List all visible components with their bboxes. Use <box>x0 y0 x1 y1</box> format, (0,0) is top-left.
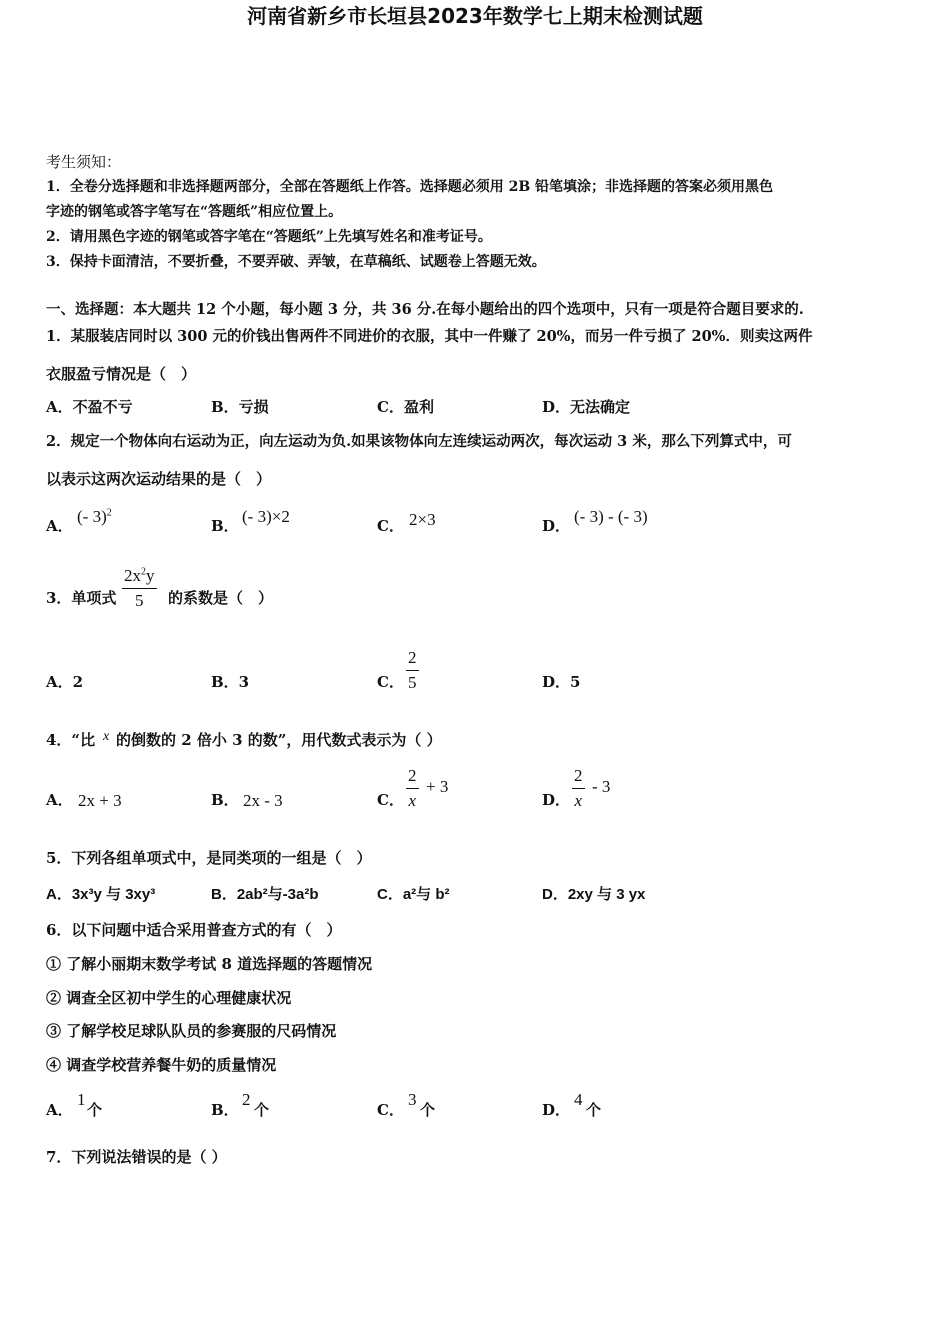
q6-option-d-label: D． <box>542 1101 571 1119</box>
q2-option-d-expr: (- 3) - (- 3) <box>574 507 648 526</box>
q4-option-c-tail: + 3 <box>426 777 449 796</box>
q6-option-c-label: C． <box>377 1101 404 1119</box>
q1-option-a: A．不盈不亏 <box>46 398 133 416</box>
q4-stem-prefix: 4．“比 <box>46 731 96 749</box>
q4-option-c-fraction: $\frac{2}{x}$ <box>408 766 417 810</box>
q4-option-d-fraction: $\frac{2}{x}$ <box>574 766 583 810</box>
q3-monomial-fraction: $\frac{2x^2y}{5}$ <box>124 566 155 610</box>
q5-stem: 5．下列各组单项式中，是同类项的一组是（ ） <box>46 849 372 867</box>
q6-option-a-unit: 个 <box>87 1101 103 1119</box>
q6-option-b-unit: 个 <box>254 1101 270 1119</box>
q5-option-d: D．2xy 与 3 yx <box>542 886 646 903</box>
q3-stem-suffix: 的系数是（ ） <box>168 589 274 607</box>
q6-option-a-label: A． <box>46 1101 73 1119</box>
q4-option-c-label: C． <box>377 791 404 809</box>
q1-option-b: B．亏损 <box>211 398 269 416</box>
q4-stem-variable: x <box>103 729 110 744</box>
q3-option-c-fraction: $\frac{2}{5}$ <box>408 648 417 692</box>
q4-option-b-label: B． <box>211 791 239 809</box>
q4-option-d-label: D． <box>542 791 571 809</box>
q1-stem-line-1: 1．某服装店同时以 300 元的价钱出售两件不同进价的衣服，其中一件赚了 20%，而另一件亏损了 20%．则卖这两件 <box>46 328 813 345</box>
q6-stem: 6．以下问题中适合采用普查方式的有（ ） <box>46 921 342 939</box>
q3-option-b: B．3 <box>211 673 250 691</box>
q6-option-a-number: 1 <box>77 1090 86 1109</box>
q2-option-c-label: C． <box>377 517 404 535</box>
q3-option-d: D．5 <box>542 673 581 691</box>
q2-stem-line-1: 2．规定一个物体向右运动为正，向左运动为负.如果该物体向左连续运动两次，每次运动 3 米，那么下列算式中，可 <box>46 433 792 450</box>
notice-item-1-line-2: 字迹的钢笔或答字笔写在“答题纸”相应位置上。 <box>46 204 343 220</box>
q6-option-b-label: B． <box>211 1101 239 1119</box>
section-1-heading: 一、选择题：本大题共 12 个小题，每小题 3 分，共 36 分.在每小题给出的四个选项中，只有一项是符合题目要求的. <box>46 301 804 318</box>
q6-item-2: ② 调查全区初中学生的心理健康状况 <box>46 989 292 1007</box>
notice-item-1-line-1: 1．全卷分选择题和非选择题两部分，全部在答题纸上作答。选择题必须用 2B 铅笔填涂；非选择题的答案必须用黑色 <box>46 179 774 195</box>
q1-option-d: D．无法确定 <box>542 398 631 416</box>
q7-stem: 7．下列说法错误的是（ ） <box>46 1148 227 1166</box>
q6-option-c-unit: 个 <box>420 1101 436 1119</box>
q4-stem-suffix: 的倒数的 2 倍小 3 的数”，用代数式表示为（ ） <box>116 731 442 749</box>
q3-stem-prefix: 3．单项式 <box>46 589 117 607</box>
q5-option-c: C．a²与 b² <box>377 886 450 903</box>
notice-item-2: 2．请用黑色字迹的钢笔或答字笔在“答题纸”上先填写姓名和准考证号。 <box>46 229 492 245</box>
q6-option-d-number: 4 <box>574 1090 583 1109</box>
q4-option-a-label: A． <box>46 791 73 809</box>
q6-item-4: ④ 调查学校营养餐牛奶的质量情况 <box>46 1056 277 1074</box>
q4-option-d-tail: - 3 <box>592 777 611 796</box>
q5-option-a: A．3x³y 与 3xy³ <box>46 886 156 903</box>
q4-option-b-expr: 2x - 3 <box>243 791 283 810</box>
q6-item-3: ③ 了解学校足球队队员的参赛服的尺码情况 <box>46 1022 337 1040</box>
q3-option-c-label: C． <box>377 673 404 691</box>
q6-item-1: ① 了解小丽期末数学考试 8 道选择题的答题情况 <box>46 955 373 973</box>
notice-heading: 考生须知： <box>46 153 122 171</box>
notice-item-3: 3．保持卡面清洁，不要折叠，不要弄破、弄皱，在草稿纸、试题卷上答题无效。 <box>46 254 546 270</box>
q1-stem-line-2: 衣服盈亏情况是（ ） <box>46 365 197 383</box>
q2-option-c-expr: 2×3 <box>409 510 436 529</box>
q3-option-a: A．2 <box>46 673 84 691</box>
page-title: 河南省新乡市长垣县2023年数学七上期末检测试题 <box>247 4 703 28</box>
q4-option-a-expr: 2x + 3 <box>78 791 122 810</box>
q6-option-d-unit: 个 <box>586 1101 602 1119</box>
q5-option-b: B．2ab²与-3a²b <box>211 886 319 903</box>
q2-option-b-label: B． <box>211 517 239 535</box>
q2-stem-line-2: 以表示这两次运动结果的是（ ） <box>46 470 272 488</box>
q2-option-a-expr: (- 3)$^2$ <box>77 507 112 526</box>
q6-option-b-number: 2 <box>242 1090 251 1109</box>
q1-option-c: C．盈利 <box>377 398 434 416</box>
q2-option-d-label: D． <box>542 517 571 535</box>
q2-option-b-expr: (- 3)×2 <box>242 507 290 526</box>
q6-option-c-number: 3 <box>408 1090 417 1109</box>
q2-option-a-label: A． <box>46 517 73 535</box>
